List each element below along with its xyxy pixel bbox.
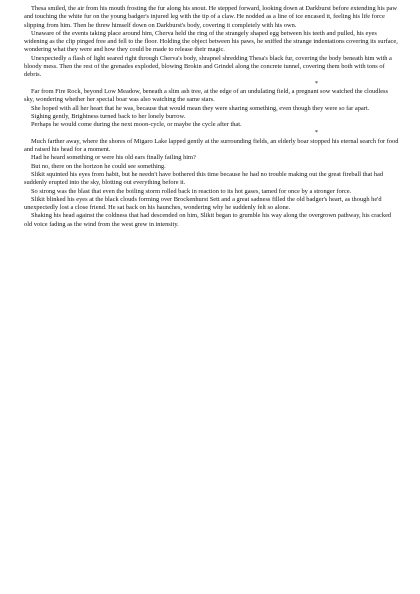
paragraph: But no, there on the horizon he could see something. <box>31 162 166 170</box>
paragraph: Far from Fire Rock, beyond Low Meadow, beneath a slim ash tree, at the edge of an undulating field, a pregnant sow watched the cloudless sky, wondering whether her special boar was also watching the same stars. <box>24 87 389 104</box>
paragraph: So strong was the blast that even the boiling storm rolled back in reaction to its hot gases, tamed for once by a stronger force. <box>31 187 352 195</box>
section-break: * <box>314 129 319 137</box>
paragraph: Thesa smiled, the air from his mouth frosting the fur along his snout. He stepped forward, looking down at Darkburst before extending his paw and touching the white fur on the young badger's injured leg with the tip of a claw. He nodded as a line of ice encased it, feeling his life force slipping from him. Then he threw himself down on Darkburst's body, covering it completely with his own. <box>24 5 397 29</box>
paragraph: Slikit blinked his eyes at the black clouds forming over Brockenhurst Sett and a great sadness filled the old badger's heart, as though he'd unexpectedly lost a close friend. He sat back on his haunches, wondering why he suddenly felt so alone. <box>24 195 382 212</box>
paragraph: She hoped with all her heart that he was, because that would mean they were sharing something, even though they were so far apart. <box>31 104 370 112</box>
section-1 <box>24 5 399 80</box>
paragraph: Perhaps he would come during the next moon-cycle, or maybe the cycle after that. <box>31 121 242 129</box>
section-2 <box>24 88 399 129</box>
book-page <box>24 5 399 229</box>
paragraph: Unexpectedly a flash of light seared right through Cherva's body, shrapnel shredding Thesa's black fur, covering the body beneath him with a bloody mess. Then the rest of the grenades exploded, blowing Brokin and Grindel along the concrete tunnel, covering them both with tons of debris. <box>24 54 392 79</box>
paragraph: Shaking his head against the coldness that had descended on him, Slikit began to grumble his way along the overgrown pathway, his cracked old voice fading as the wind from the west grew in intensity. <box>24 212 392 228</box>
paragraph: Slikit squinted his eyes from habit, but he needn't have bothered this time because he had no trouble making out the great fireball that had suddenly erupted into the sky, blotting out everything before it. <box>24 170 384 187</box>
section-break: * <box>314 79 319 87</box>
paragraph: Much farther away, where the shores of Migaro Lake lapped gently at the surrounding fields, an elderly boar stopped his eternal search for food and raised his head for a moment. <box>24 137 399 154</box>
section-3 <box>24 138 399 229</box>
paragraph: Sighing gently, Brightness turned back to her lonely burrow. <box>31 112 186 120</box>
paragraph: Had he heard something or were his old ears finally failing him? <box>31 154 196 162</box>
paragraph: Unaware of the events taking place around him, Cherva held the ring of the strangely shaped egg between his teeth and pulled, his eyes widening as the clip pinged free and fell to the floor. Holding the object between his paws, he sniffed the strange indentations covering its surface, wondering what they were and how they could be made to release their magic. <box>24 29 398 54</box>
